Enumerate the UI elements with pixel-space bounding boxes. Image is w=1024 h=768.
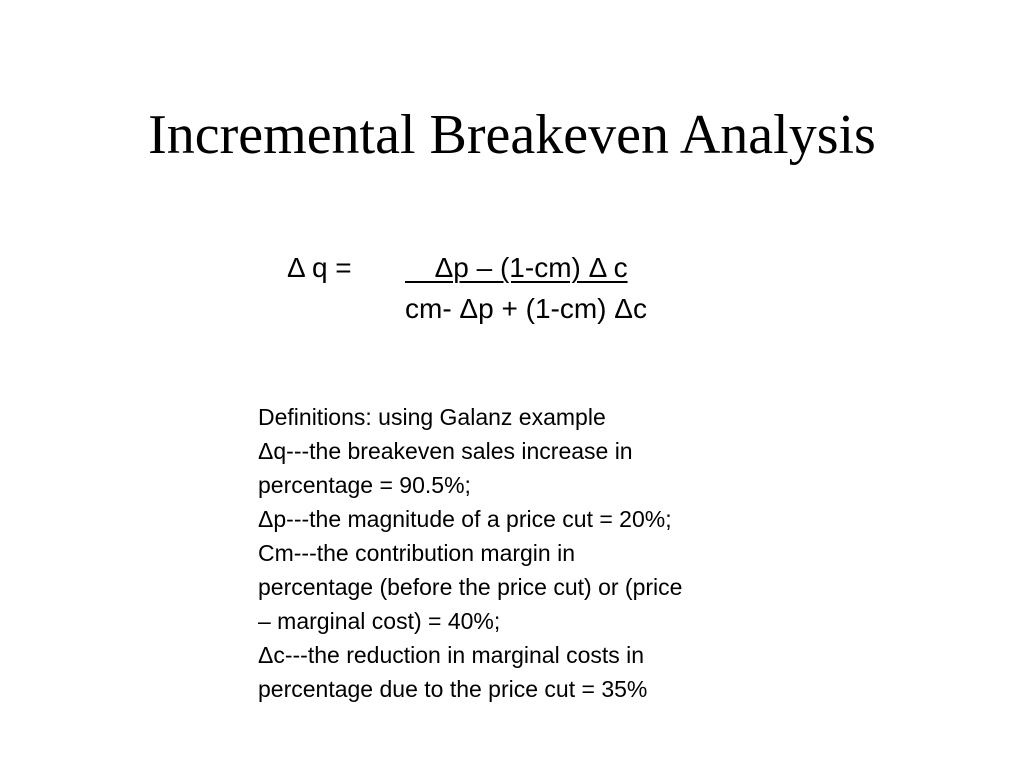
definition-line: Δc---the reduction in marginal costs in [258, 642, 645, 668]
definition-line: percentage due to the price cut = 35% [258, 676, 648, 702]
definition-line: percentage (before the price cut) or (price [258, 574, 683, 600]
definitions-heading: Definitions: using Galanz example [258, 404, 606, 430]
definition-line: percentage = 90.5%; [258, 472, 471, 498]
formula-denominator: cm- Δp + (1-cm) Δc [405, 293, 647, 324]
formula-numerator: Δp – (1-cm) Δ c [405, 252, 628, 283]
definitions-list [258, 400, 818, 706]
definition-line: Δp---the magnitude of a price cut = 20%; [258, 506, 672, 532]
formula-lhs: Δ q = [287, 252, 352, 283]
definition-line: Cm---the contribution margin in [258, 540, 576, 566]
slide-title: Incremental Breakeven Analysis [148, 104, 876, 166]
definition-line: – marginal cost) = 40%; [258, 608, 501, 634]
definition-line: Δq---the breakeven sales increase in [258, 438, 633, 464]
